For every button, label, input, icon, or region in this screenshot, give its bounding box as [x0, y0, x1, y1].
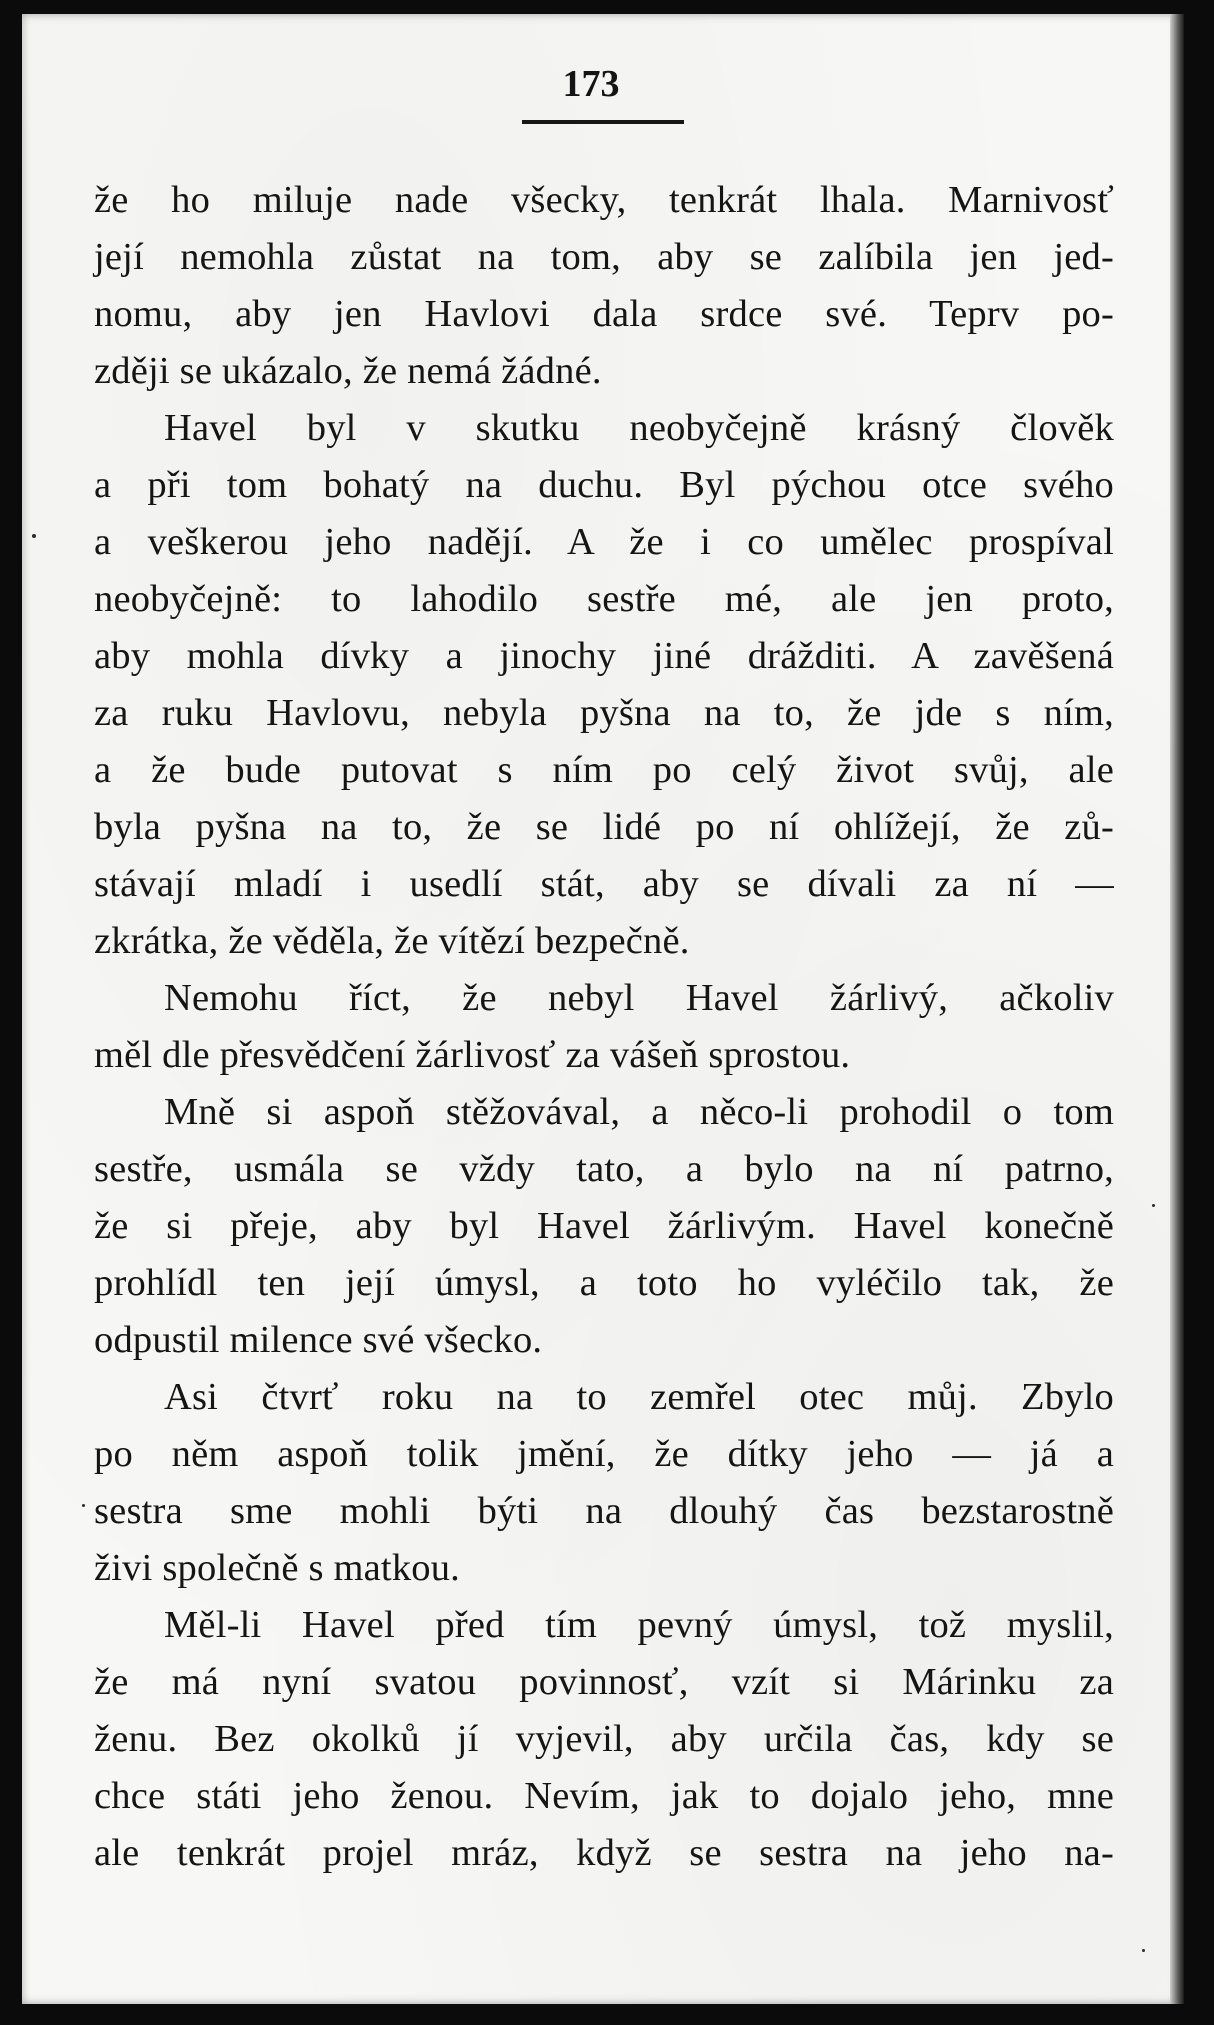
text-line: a veškerou jeho nadějí. A že i co umělec prospíval — [94, 521, 1114, 563]
text-line: po něm aspoň tolik jmění, že dítky jeho — já a — [94, 1433, 1114, 1475]
text-line: Havel byl v skutku neobyčejně krásný člověk — [164, 407, 1114, 449]
text-line: nomu, aby jen Havlovi dala srdce své. Teprv po- — [94, 293, 1114, 335]
text-line: aby mohla dívky a jinochy jiné drážditi. A zavěšená — [94, 635, 1114, 677]
text-line: sestře, usmála se vždy tato, a bylo na ní patrno, — [94, 1148, 1114, 1190]
body-text — [94, 172, 1114, 1882]
text-line: a že bude putovat s ním po celý život svůj, ale — [94, 749, 1114, 791]
text-line: Měl-li Havel před tím pevný úmysl, tož myslil, — [164, 1604, 1114, 1646]
text-line: odpustil milence své všecko. — [94, 1319, 543, 1361]
text-line: a při tom bohatý na duchu. Byl pýchou otce svého — [94, 464, 1114, 506]
text-line: neobyčejně: to lahodilo sestře mé, ale jen proto, — [94, 578, 1114, 620]
text-line: Nemohu říct, že nebyl Havel žárlivý, ačkoliv — [164, 977, 1114, 1019]
text-line: sestra sme mohli býti na dlouhý čas bezstarostně — [94, 1490, 1114, 1532]
text-line: stávají mladí i usedlí stát, aby se dívali za ní — — [94, 863, 1114, 905]
text-line: živi společně s matkou. — [94, 1547, 460, 1589]
paper-speck — [1142, 1949, 1145, 1952]
text-line: ženu. Bez okolků jí vyjevil, aby určila čas, kdy se — [94, 1718, 1114, 1760]
text-line: chce státi jeho ženou. Nevím, jak to dojalo jeho, mne — [94, 1775, 1114, 1817]
text-line: že má nyní svatou povinnosť, vzít si Márinku za — [94, 1661, 1114, 1703]
page-edge-shadow — [1170, 14, 1184, 2004]
paper-speck — [1152, 1204, 1155, 1207]
paper-speck — [82, 1504, 85, 1507]
text-line: že si přeje, aby byl Havel žárlivým. Havel konečně — [94, 1205, 1114, 1247]
text-line: že ho miluje nade všecky, tenkrát lhala. Marnivosť — [94, 179, 1114, 221]
page-number: 173 — [562, 63, 620, 105]
text-line: zkrátka, že věděla, že vítězí bezpečně. — [94, 920, 690, 962]
text-line: zději se ukázalo, že nemá žádné. — [94, 350, 602, 392]
text-line: měl dle přesvědčení žárlivosť za vášeň sprostou. — [94, 1034, 851, 1076]
text-line: Mně si aspoň stěžovával, a něco-li prohodil o tom — [164, 1091, 1114, 1133]
text-line: za ruku Havlovu, nebyla pyšna na to, že jde s ním, — [94, 692, 1114, 734]
paper-speck — [32, 534, 36, 538]
text-line: ale tenkrát projel mráz, když se sestra na jeho na- — [94, 1832, 1114, 1874]
page-number-rule — [522, 120, 684, 124]
text-line: byla pyšna na to, že se lidé po ní ohlížejí, že zů- — [94, 806, 1114, 848]
text-line: její nemohla zůstat na tom, aby se zalíbila jen jed- — [94, 236, 1114, 278]
text-line: prohlídl ten její úmysl, a toto ho vyléčilo tak, že — [94, 1262, 1114, 1304]
text-line: Asi čtvrť roku na to zemřel otec můj. Zbylo — [164, 1376, 1114, 1418]
book-page — [22, 14, 1184, 2004]
